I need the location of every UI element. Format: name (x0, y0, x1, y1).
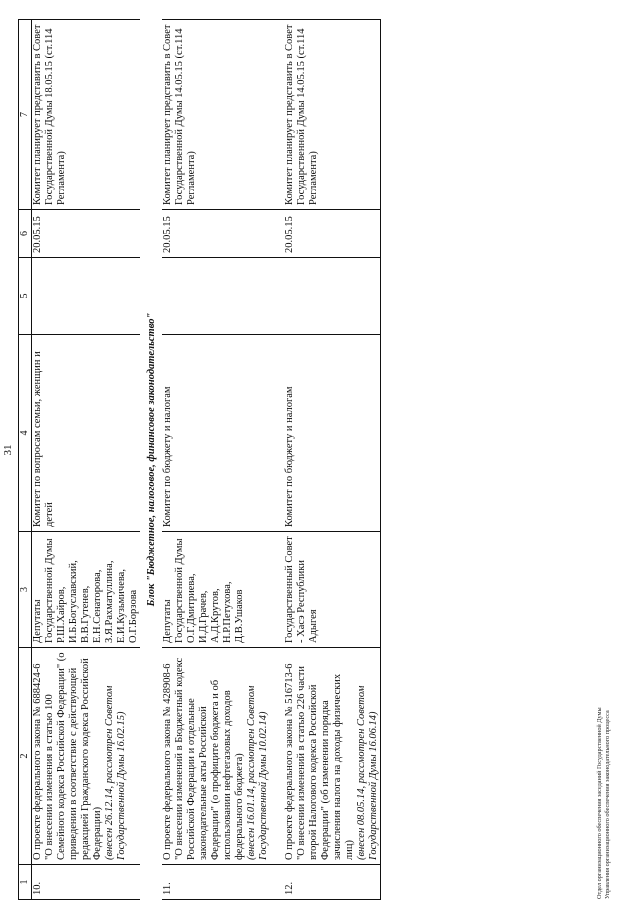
authors-cell: Государственный Совет - Хасэ Республики Адыгея (284, 532, 381, 648)
col-header-3: 3 (19, 532, 32, 648)
committee-cell: Комитет по вопросам семьи, женщин и детей (32, 335, 141, 532)
bill-cell (284, 648, 381, 865)
row-number: 12. (284, 865, 381, 900)
col-header-1: 1 (19, 865, 32, 900)
table-row (284, 20, 381, 900)
footer (596, 707, 612, 899)
footer-line-1: Отдел организационного обеспечения заседаний Государственной Думы (596, 707, 603, 899)
table-row (32, 20, 141, 900)
table-row (162, 20, 270, 900)
row-number: 10. (32, 865, 141, 900)
column-number-row (19, 20, 32, 900)
page-number: 31 (2, 444, 14, 456)
bill-cell (162, 648, 270, 865)
bill-note: (внесен 16.01.14, рассмотрен Советом Государственной Думы 10.02.14) (246, 685, 269, 860)
committee-cell: Комитет по бюджету и налогам (284, 335, 381, 532)
authors-cell: Депутаты Государственной Думы О.Г.Дмитриева, И.Д.Грачев, А.Д.Крутов, Н.Р.Петухова, Д.В.Ушаков (162, 532, 270, 648)
col-header-6: 6 (19, 210, 32, 258)
decision-cell: Комитет планирует представить в Совет Государственной Думы 14.05.15 (ст.114 Регламента) (284, 20, 381, 210)
footer-line-2: Управления организационного обеспечения законодательного процесса (604, 710, 611, 899)
col5-cell (284, 258, 381, 335)
row-number: 11. (162, 865, 270, 900)
row-spacer (270, 20, 284, 900)
bill-title: О проекте федерального закона № 428908-6 (162, 663, 173, 860)
decision-cell: Комитет планирует представить в Совет Государственной Думы 14.05.15 (ст.114 Регламента) (162, 20, 270, 210)
col5-cell (162, 258, 270, 335)
authors-cell: Депутаты Государственной Думы Р.Ш.Хайров, И.Б.Богуславский, В.В.Гутенев, Е.Н.Сенаторова, З.Я.Рахматуллина, Е.И.Кузьмичева, О.Г.Борзова (32, 532, 141, 648)
col-header-4: 4 (19, 335, 32, 532)
date-cell: 20.05.15 (162, 210, 270, 258)
date-cell: 20.05.15 (284, 210, 381, 258)
bill-title: О проекте федерального закона № 688424-6 (32, 663, 43, 860)
bill-note: (внесен 26.12.14, рассмотрен Советом Государственной Думы 16.02.15) (104, 685, 127, 860)
block-heading: Блок "Бюджетное, налоговое, финансовое законодательство" (146, 312, 157, 607)
col-header-7: 7 (19, 20, 32, 210)
bill-description: "О внесении изменений в статью 226 части второй Налогового кодекса Российской Федерации" (об изменении порядка зачисления налога на доходы физических лиц) (296, 666, 355, 860)
bill-description: "О внесении изменений в Бюджетный кодекс Российской Федерации и отдельные законодательные акты Российской Федерации" (о профиците бюджета и об использовании нефтегазовых доходов федерального бюджета) (174, 657, 245, 860)
bill-title: О проекте федерального закона № 516713-6 (284, 663, 295, 860)
decision-cell: Комитет планирует представить в Совет Государственной Думы 18.05.15 (ст.114 Регламента) (32, 20, 141, 210)
committee-cell: Комитет по бюджету и налогам (162, 335, 270, 532)
agenda-table (18, 19, 381, 900)
bill-note: (внесен 08.05.14, рассмотрен Советом Государственной Думы 16.06.14) (356, 685, 379, 860)
bill-cell (32, 648, 141, 865)
block-heading-row (140, 20, 162, 900)
bill-description: "О внесении изменения в статью 100 Семейного кодекса Российской Федерации" (о приведении в соответствие с действующей редакцией Гражданского кодекса Российской Федерации) (44, 652, 103, 860)
col5-cell (32, 258, 141, 335)
col-header-5: 5 (19, 258, 32, 335)
col-header-2: 2 (19, 648, 32, 865)
date-cell: 20.05.15 (32, 210, 141, 258)
